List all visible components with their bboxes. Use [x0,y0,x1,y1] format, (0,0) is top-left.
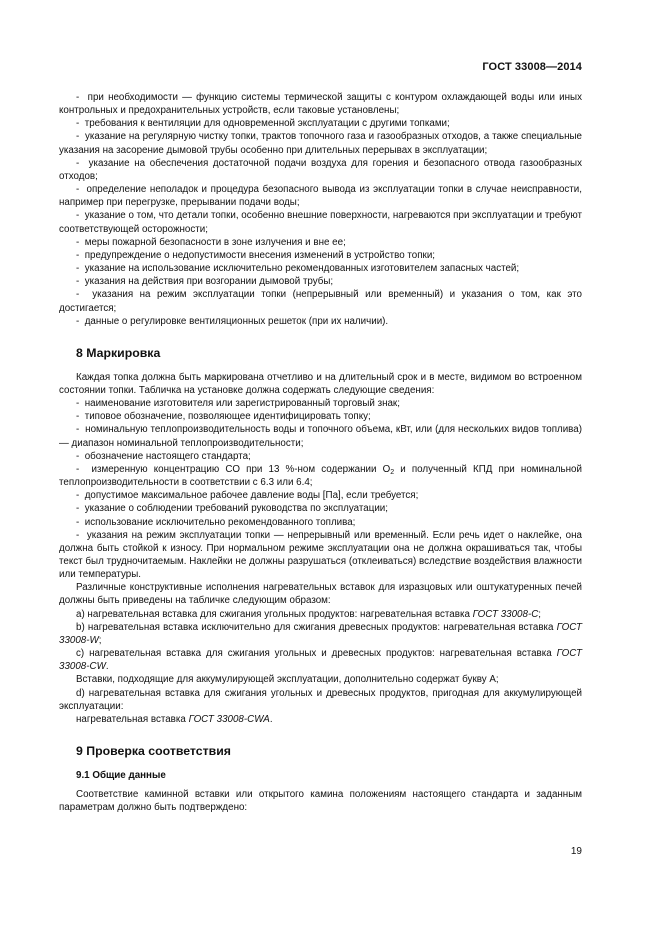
section-heading-marking: 8 Маркировка [76,345,161,360]
list-item: - предупреждение о недопустимости внесения изменений в устройство топки; [59,249,582,262]
variant-b-text: b) нагревательная вставка исключительно для сжигания древесных продуктов: нагревательная вставка [76,621,557,633]
variants-intro: Различные конструктивные исполнения нагревательных вставок для изразцовых или оштукатуренных печей должны быть приведены на табличке следующим образом: [59,582,582,607]
document-code: ГОСТ 33008—2014 [482,61,582,73]
list-item: - указание о соблюдении требований руководства по эксплуатации; [59,502,582,515]
accumulation-note: Вставки, подходящие для аккумулирующей эксплуатации, дополнительно содержат букву А; [76,674,499,686]
variant-b-code: ГОСТ 33008-W [59,621,582,646]
co-text: измеренную концентрацию CO при 13 %-ном содержании O [91,463,391,475]
variant-b-end: ; [98,634,102,646]
variant-c [59,647,582,673]
document-body [59,91,582,814]
list-item: - использование исключительно рекомендованного топлива; [59,516,582,529]
variant-d: d) нагревательная вставка для сжигания угольных и древесных продуктов, пригодная для аккумулирующей эксплуатации: [59,687,582,712]
list-item: - указания на действия при возгорании дымовой трубы; [59,275,582,288]
list-item: - типовое обозначение, позволяющее идентифицировать топку; [59,410,582,423]
list-item: - указание на использование исключительно рекомендованных изготовителем запасных частей; [59,262,582,275]
requirements-list [59,91,582,328]
list-item: - определение неполадок и процедура безопасного вывода из эксплуатации топки в случае неисправности, например при перегрузке, прерывании подачи воды; [59,183,582,209]
list-item: - обозначение настоящего стандарта; [59,450,582,463]
list-item: - указания на режим эксплуатации топки (непрерывный или временный) и указания о том, как это достигается; [59,288,582,314]
section-heading-conformity: 9 Проверка соответствия [76,744,231,759]
list-item-co [59,463,582,489]
co-text-end: и полученный КПД при номинальной теплопроизводительности в соответствии с 6.3 или 6.4; [59,463,582,489]
list-item: - данные о регулировке вентиляционных решеток (при их наличии). [59,315,582,328]
variant-b [59,621,582,647]
variant-a-code: ГОСТ 33008-C [472,608,539,620]
list-item: - требования к вентиляции для одновременной эксплуатации с другими топками; [59,117,582,130]
variant-d-code-line [59,713,582,726]
marking-intro: Каждая топка должна быть маркирована отчетливо и на длительный срок и в месте, видимом во встроенном состоянии топки. Табличка на установке должна содержать следующие сведения: [59,371,582,396]
list-item: - указания на режим эксплуатации топки — непрерывный или временный. Если речь идет о наклейке, она должна быть стойкой к износу. При нормальном режиме эксплуатации она не должна окрашиваться так, чтобы текст был трудночитаемым. Наклейки не должны разрушаться (отклеиваться) вследствие воздействия влажности или температуры. [59,529,582,582]
variant-a [59,608,582,621]
variant-d-line-text: нагревательная вставка [76,713,189,725]
variant-c-code: ГОСТ 33008-CW [59,648,582,673]
o2-subscript: 2 [390,468,395,476]
list-item: - номинальную теплопроизводительность воды и топочного объема, кВт, или (для нескольких видов топлива) — диапазон номинальной теплопроизводительности; [59,423,582,449]
page-number: 19 [570,846,582,857]
conformity-text: Соответствие каминной вставки или открытого камина положениям настоящего стандарта и заданным параметрам должно быть подтверждено: [59,789,582,814]
list-item: - наименование изготовителя или зарегистрированный торговый знак; [59,397,582,410]
list-item: - меры пожарной безопасности в зоне излучения и вне ее; [59,236,582,249]
variant-a-end: ; [538,608,542,620]
variant-a-text: a) нагревательная вставка для сжигания угольных продуктов: нагревательная вставка [76,608,473,620]
variant-d-code: ГОСТ 33008-CWA [188,713,270,725]
list-item: - допустимое максимальное рабочее давление воды [Па], если требуется; [59,489,582,502]
list-item: - при необходимости — функцию системы термической защиты с контуром охлаждающей воды или иных контрольных и предохранительных устройств, если таковые установлены; [59,91,582,117]
list-item: - указание на регулярную чистку топки, трактов топочного газа и газообразных отходов, а также специальные указания на засорение дымовой трубы особенно при длительных перерывах в эксплуатации; [59,130,582,156]
variant-c-end: . [105,661,109,673]
subsection-heading-general: 9.1 Общие данные [76,770,166,782]
variant-d-end: . [269,713,273,725]
list-item: - указание на обеспечения достаточной подачи воздуха для горения и безопасного отвода газообразных отходов; [59,157,582,183]
list-item: - указание о том, что детали топки, особенно внешние поверхности, нагреваются при эксплуатации и требуют соответствующей осторожности; [59,209,582,235]
variant-c-text: c) нагревательная вставка для сжигания угольных и древесных продуктов: нагревательная вставка [76,648,557,660]
